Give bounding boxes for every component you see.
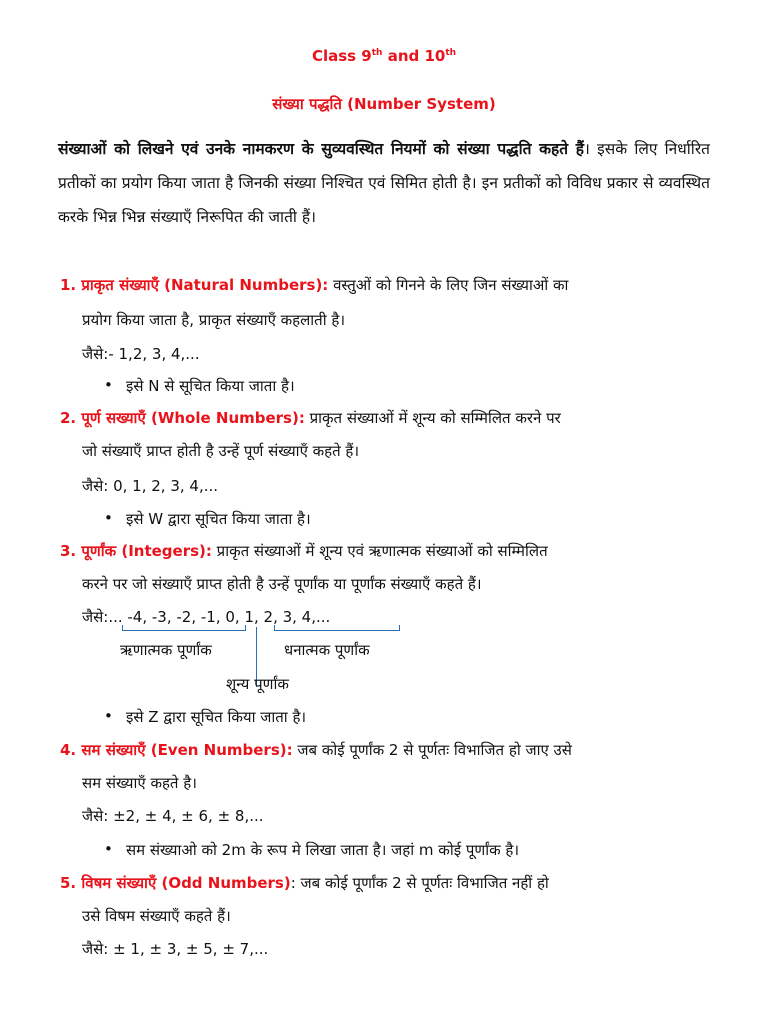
section-2-line1 (60, 408, 561, 428)
negative-integers-label: ऋणात्मक पूर्णांक (120, 641, 212, 659)
section-5-heading: 5. विषम संख्याएँ (Odd Numbers) (60, 874, 291, 892)
section-4-example: जैसे: ±2, ± 4, ± 6, ± 8,... (82, 807, 264, 825)
zero-integer-label: शून्य पूर्णांक (226, 675, 289, 693)
section-3-heading: 3. पूर्णांक (Integers): (60, 542, 212, 560)
superscript-9: th (371, 48, 383, 58)
section-5-line1 (60, 873, 549, 893)
page-title: संख्या पद्धति (Number System) (272, 95, 496, 113)
class-heading (0, 47, 768, 65)
section-3-line1 (60, 541, 548, 561)
section-1-heading: 1. प्राकृत संख्याएँ (Natural Numbers): (60, 276, 329, 294)
section-5-line2: उसे विषम संख्याएँ कहते हैं। (82, 907, 231, 925)
section-4-line1 (60, 740, 572, 760)
section-4-line2: सम संख्याएँ कहते है। (82, 774, 197, 792)
section-2-line2: जो संख्याएँ प्राप्त होती है उन्हें पूर्ण संख्याएँ कहते हैं। (82, 442, 360, 460)
section-1-example: जैसे:- 1,2, 3, 4,... (82, 345, 200, 363)
negative-brace (122, 625, 246, 631)
class-and: and 10 (382, 47, 446, 65)
positive-brace (274, 625, 400, 631)
section-5-example: जैसे: ± 1, ± 3, ± 5, ± 7,... (82, 940, 269, 958)
section-1-line2: प्रयोग किया जाता है, प्राकृत संख्याएँ कहलाती है। (82, 311, 346, 329)
section-3-text: प्राकृत संख्याओं में शून्य एवं ऋणात्मक संख्याओं को सम्मिलित (211, 542, 548, 560)
section-2-example: जैसे: 0, 1, 2, 3, 4,... (82, 477, 219, 495)
section-1-line1 (60, 275, 568, 295)
section-2-text: प्राकृत संख्याओं में शून्य को सम्मिलित करने पर (304, 409, 561, 427)
section-4-bullet: • सम संख्याओ को 2m के रूप मे लिखा जाता है। जहां m कोई पूर्णांक है। (126, 840, 519, 860)
intro-bold: संख्याओं को लिखने एवं उनके नामकरण के सुव्यवस्थित नियमों को संख्या पद्धति कहते हैं (58, 140, 585, 158)
section-2-heading: 2. पूर्ण सख्याएँ (Whole Numbers): (60, 409, 305, 427)
section-4-text: जब कोई पूर्णांक 2 से पूर्णतः विभाजित हो जाए उसे (292, 741, 572, 759)
section-3-example: जैसे:... -4, -3, -2, -1, 0, 1, 2, 3, 4,... (82, 608, 331, 626)
positive-integers-label: धनात्मक पूर्णांक (284, 641, 370, 659)
superscript-10: th (445, 48, 457, 58)
section-3-line2: करने पर जो संख्याएँ प्राप्त होती है उन्हें पूर्णांक या पूर्णांक संख्याएँ कहते हैं। (82, 575, 482, 593)
section-2-bullet: • इसे W द्वारा सूचित किया जाता है। (126, 509, 311, 529)
section-1-text: वस्तुओं को गिनने के लिए जिन संख्याओं का (328, 276, 569, 294)
intro-paragraph (58, 132, 710, 234)
section-5-text: : जब कोई पूर्णांक 2 से पूर्णतः विभाजित नहीं हो (290, 874, 549, 892)
section-1-bullet: • इसे N से सूचित किया जाता है। (126, 376, 295, 396)
section-3-bullet: • इसे Z द्वारा सूचित किया जाता है। (126, 707, 306, 727)
intro-rest: । इसके लिए निर्धारित प्रतीकों का प्रयोग किया जाता है जिनकी संख्या निश्चित एवं सिमित होती है। इन प्रतीकों को विविध प्रकार से व्यवस्थित करके भिन्न भिन्न संख्याएँ निरूपित की जाती हैं। (58, 140, 710, 226)
class-prefix: Class 9 (311, 47, 372, 65)
section-4-heading: 4. सम संख्याएँ (Even Numbers): (60, 741, 293, 759)
